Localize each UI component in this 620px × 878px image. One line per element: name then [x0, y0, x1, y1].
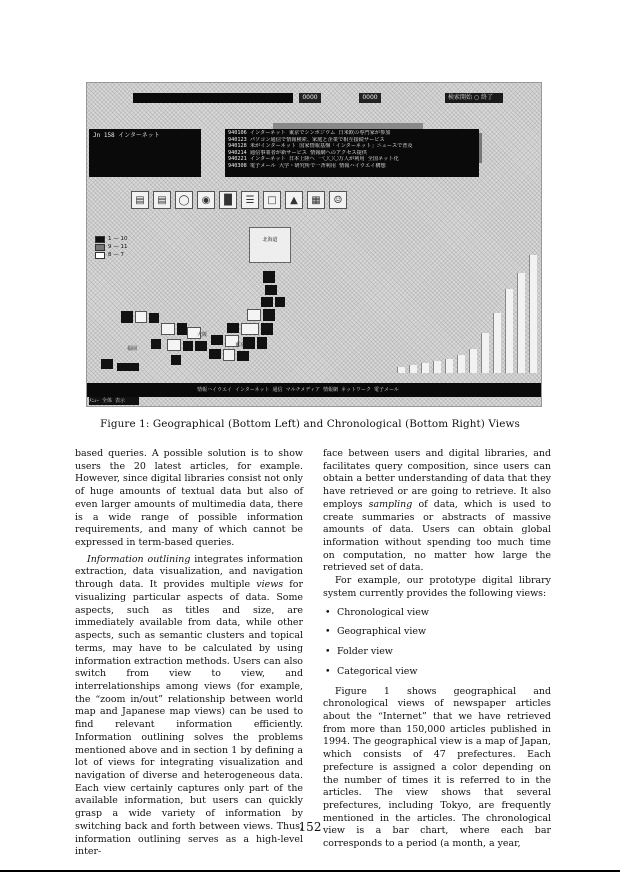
prefecture-label: 福岡 — [127, 346, 138, 352]
chronology-bar — [397, 367, 405, 373]
paragraph: face between users and digital libraries, and facilitates query composition, since users can obtain a better understanding of data that they have retrieved or are going to retrieve. It also employs sampling of data, which is used to create summaries or abstracts of massive amounts of data. Users can obtain global information without spending too much time on computation, no matter how large the retrieved set of data. — [323, 448, 552, 574]
prefecture-cell — [209, 349, 221, 359]
prefecture-cell — [195, 341, 207, 351]
figure-button-2: 0000 — [359, 93, 381, 103]
table-icon: ▦ — [307, 191, 325, 209]
emphasis-term: sampling — [368, 498, 413, 510]
page-edge-line — [0, 870, 620, 872]
chronology-bar — [457, 355, 465, 373]
figure-query-panel: Jn 158 インターネット — [89, 129, 201, 177]
list-item: • Folder view — [337, 646, 551, 659]
figure-hokkaido-cell: 北海道 — [249, 227, 291, 263]
chronology-bar — [445, 359, 453, 373]
figure-list-row: 940221 インターネット 日本上陸へ 一〇〇〇万人が利用 全国ネット化 — [228, 156, 399, 163]
figure-query-bar — [133, 93, 293, 103]
prefecture-cell — [135, 311, 147, 323]
legend-label: 9 — 11 — [108, 244, 128, 250]
chart-icon: ▲ — [285, 191, 303, 209]
chronology-bar — [493, 313, 501, 373]
chronology-bar — [433, 361, 441, 373]
figure-list-row: 940308 電子メール 大学・研究所で一斉利用 情報ハイウエイ構想 — [228, 162, 386, 169]
legend-label: 8 — 7 — [108, 252, 124, 258]
book-icon: ▤ — [131, 191, 149, 209]
figure-search-box: 検索開始 ○ 終了 — [445, 93, 503, 103]
left-column — [75, 448, 303, 859]
paragraph: based queries. A possible solution is to show users the 20 latest articles, for example. However, since digital libraries consist not only of huge amounts of textual data but also of even larger amounts of multimedia data, there is a wide range of possible information requirements, and many of which cannot be expressed in term-based queries. — [75, 448, 303, 549]
list-item: • Categorical view — [337, 666, 551, 679]
paragraph-information-outlining: Information outlining integrates information extraction, data visualization, and navigation through data. It provides multiple views for visualizing particular aspects of data. Some aspects, such as titles and size, are immediately available from data, while other aspects, such as semantic clusters and topical terms, may have to be calculated by using information extraction methods. Users can also switch from view to view, and interrelationships among views (for example, the “zoom in/out” relationship between world map and Japanese map views) can be used to find relevant information efficiently. Information outlining solves the problems mentioned above and in section 1 by defining a lot of views for integrating visualization and navigation of diverse and heterogeneous data. Each view certainly captures only part of the available information, but users can quickly grasp a wide variety of information by switching back and forth between views. Thus, information outlining serves as a high-level inter- — [75, 553, 303, 858]
prefecture-cell — [241, 323, 259, 335]
figure-list-scrollbar — [479, 133, 482, 163]
folder-icon: □ — [263, 191, 281, 209]
emphasis-term: views — [256, 579, 284, 591]
list-item: • Geographical view — [337, 626, 551, 639]
page-number: 152 — [298, 820, 322, 834]
prefecture-cell — [161, 323, 175, 335]
chronology-bar — [529, 255, 537, 373]
prefecture-cell — [261, 323, 273, 335]
prefecture-cell — [121, 311, 133, 323]
prefecture-cell — [263, 271, 275, 283]
figure-list-row: 940106 インターネット 東京でシンポジウム 日米欧の専門家が参加 — [228, 130, 391, 136]
chronology-bar — [505, 289, 513, 373]
prefecture-cell — [171, 355, 181, 365]
prefecture-cell — [183, 341, 193, 351]
globe-icon: ◉ — [197, 191, 215, 209]
figure-map-legend — [95, 235, 147, 269]
paragraph: Figure 1 shows geographical and chronological views of newspaper articles about the “Internet” that we have retrieved from more than 150,000 articles published in 1994. The geographical view is a map of Japan, which consists of 47 prefectures. Each prefecture is assigned a color depending on the number of times it is referred to in the articles. The view shows that several prefectures, including Tokyo, are frequently mentioned in the articles. The chronological view is a bar chart, where each bar corresponds to a period (a month, a year, — [323, 685, 551, 850]
figure-list-row: 940214 通信事業者が新サービス 情報網へのアクセス提供 — [228, 149, 367, 156]
prefecture-cell — [275, 297, 285, 307]
figure-caption: Figure 1: Geographical (Bottom Left) and Chronological (Bottom Right) Views — [100, 418, 520, 430]
emphasis-term: Information outlining — [87, 553, 191, 565]
figure-status-text: 情報ハイウエイ インターネット 通信 マルチメディア 情報網 ネットワーク 電子メール — [197, 387, 399, 393]
right-column — [323, 448, 551, 851]
chronology-bar — [409, 365, 417, 373]
prefecture-label: 東京 — [235, 342, 246, 348]
list-icon: ☰ — [241, 191, 259, 209]
figure-button-1: 0000 — [299, 93, 321, 103]
chronology-bar — [517, 273, 525, 373]
bar-chart-icon: █ — [219, 191, 237, 209]
figure-list-row: 940123 パソコン通信で情報検索、家庭と企業で相互接続サービス — [228, 136, 385, 143]
figure-list-row: 940128 米がインターネット 国家情報基盤「インターネット」ニュースで普及 — [228, 143, 413, 150]
prefecture-cell — [237, 351, 249, 361]
prefecture-cell — [177, 323, 187, 335]
prefecture-cell — [257, 337, 267, 349]
prefecture-cell — [261, 297, 273, 307]
world-map-icon: ◯ — [175, 191, 193, 209]
prefecture-cell — [227, 323, 239, 333]
prefecture-cell — [151, 339, 161, 349]
figure-view-icon-bar — [131, 191, 431, 211]
chronology-bar — [481, 333, 489, 373]
prefecture-cell — [101, 359, 113, 369]
prefecture-cell — [149, 313, 159, 323]
prefecture-cell — [223, 349, 235, 361]
prefecture-cell — [167, 339, 181, 351]
legend-label: 1 — 10 — [108, 236, 128, 242]
figure-menu-strip: ﾒﾆｭｰ 全体 表示 — [89, 397, 139, 405]
chronology-bar — [469, 349, 477, 373]
figure-screenshot — [86, 82, 542, 407]
prefecture-cell — [247, 309, 261, 321]
chronology-bar — [421, 363, 429, 373]
prefecture-cell — [265, 285, 277, 295]
prefecture-cell — [117, 363, 139, 371]
person-icon: ☺ — [329, 191, 347, 209]
list-item: • Chronological view — [337, 607, 551, 620]
figure-article-list — [225, 129, 479, 177]
document-icon: ▤ — [153, 191, 171, 209]
view-list — [323, 607, 551, 679]
paragraph: For example, our prototype digital library system currently provides the following views: — [323, 575, 551, 599]
prefecture-label: 大阪 — [197, 332, 208, 338]
figure-chronological-bars — [387, 233, 537, 373]
prefecture-cell — [263, 309, 275, 321]
